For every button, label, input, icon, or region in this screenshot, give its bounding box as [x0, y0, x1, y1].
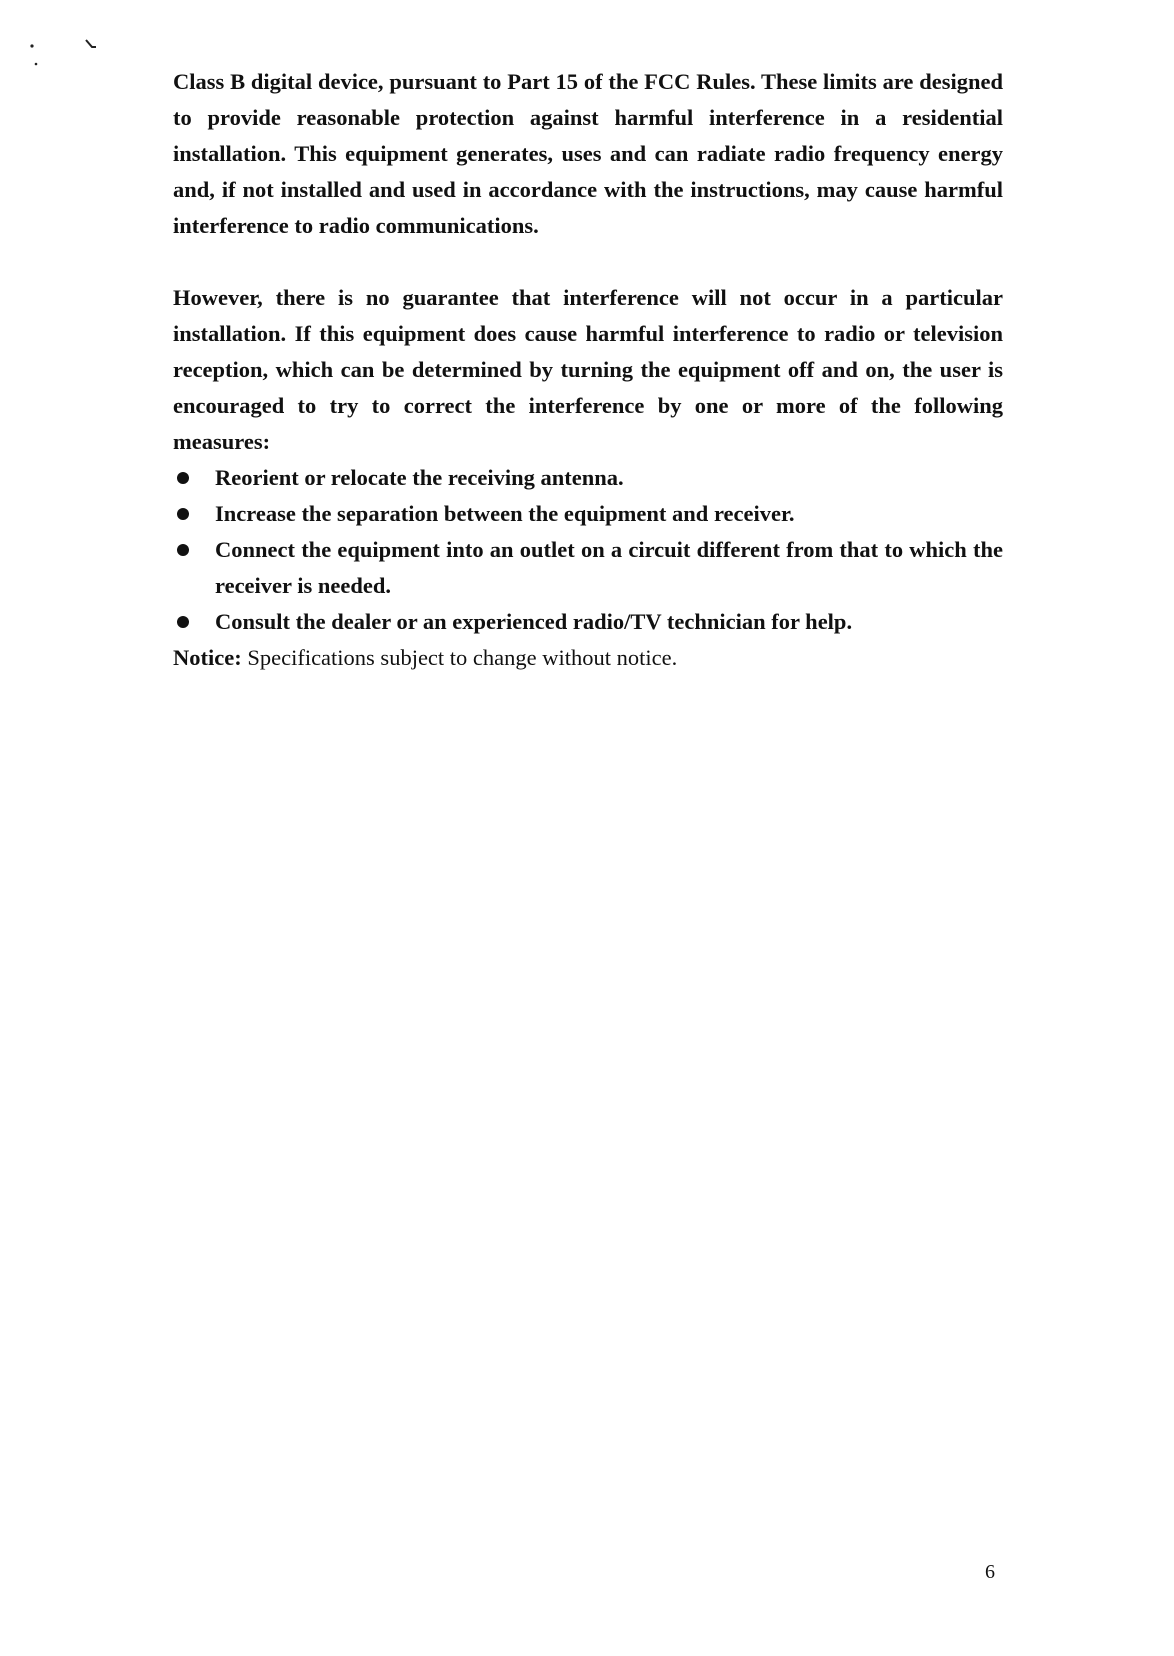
notice-line — [173, 640, 1003, 676]
measure-text: Connect the equipment into an outlet on a circuit different from that to which the receiver is needed. — [215, 537, 1003, 598]
bullet-icon — [177, 508, 189, 520]
measures-list — [173, 460, 1003, 640]
notice-label: Notice: — [173, 645, 242, 670]
scan-artifact-marks — [26, 38, 106, 78]
measure-item — [173, 460, 1003, 496]
scan-dot — [30, 44, 33, 47]
bullet-icon — [177, 472, 189, 484]
measure-item — [173, 496, 1003, 532]
measure-text: Reorient or relocate the receiving antenna. — [215, 465, 624, 490]
scan-stroke — [86, 40, 96, 47]
measure-text: Increase the separation between the equipment and receiver. — [215, 501, 795, 526]
bullet-icon — [177, 616, 189, 628]
notice-text: Specifications subject to change without notice. — [247, 645, 678, 670]
measure-item — [173, 532, 1003, 604]
fcc-paragraph-1: Class B digital device, pursuant to Part 15 of the FCC Rules. These limits are designed to provide reasonable protection against harmful interference in a residential installation. This equipment generates, uses and can radiate radio frequency energy and, if not installed and used in accordance with the instructions, may cause harmful interference to radio communications. — [173, 69, 1003, 238]
bullet-icon — [177, 544, 189, 556]
document-body — [173, 64, 1003, 676]
measure-item — [173, 604, 1003, 640]
fcc-paragraph-2: However, there is no guarantee that interference will not occur in a particular installation. If this equipment does cause harmful interference to radio or television reception, which can be determined by turning the equipment off and on, the user is encouraged to try to correct the interference by one or more of the following measures: — [173, 285, 1003, 454]
scan-dot — [35, 63, 38, 66]
page-number: 6 — [985, 1561, 995, 1583]
measure-text: Consult the dealer or an experienced radio/TV technician for help. — [215, 609, 853, 634]
